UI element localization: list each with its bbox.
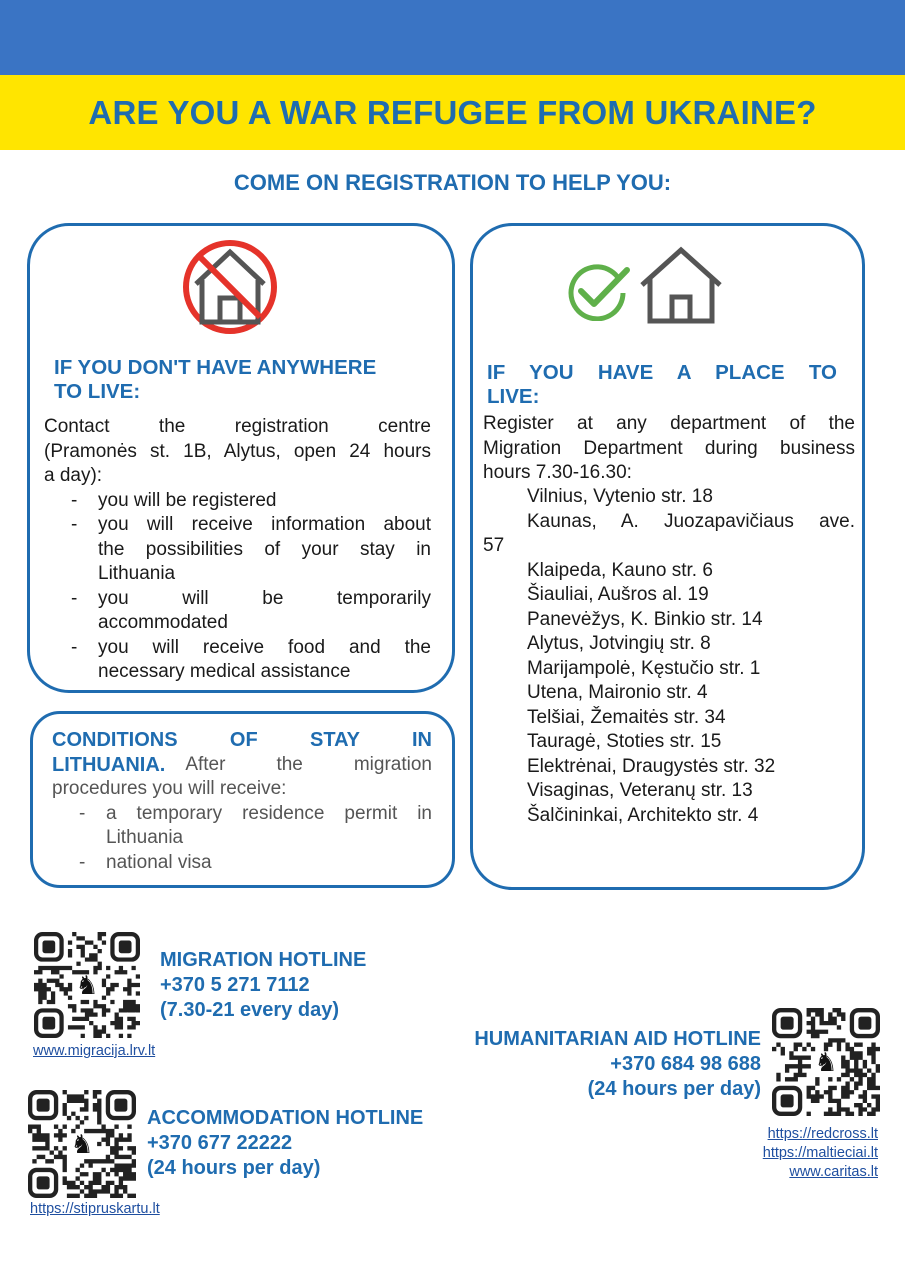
svg-text:♞: ♞	[75, 970, 99, 1000]
list-item: Panevėžys, K. Binkio str. 14	[527, 608, 763, 630]
maltieciai-link[interactable]: https://maltieciai.lt	[762, 1145, 878, 1161]
accommodation-link[interactable]: https://stipruskartu.lt	[30, 1201, 160, 1217]
list-item: - you will receive food and the necessary medical assistance	[44, 636, 431, 685]
caritas-link[interactable]: www.caritas.lt	[789, 1164, 878, 1180]
list-item: Šiauliai, Aušros al. 19	[527, 584, 709, 605]
has-place-intro: Register at any department of the Migration Department during business hours 7.30-16.30:	[483, 413, 855, 483]
list-item: Klaipeda, Kauno str. 6	[527, 559, 713, 581]
migration-hotline-phone: +370 5 271 7112	[160, 974, 310, 996]
migration-link[interactable]: www.migracija.lrv.lt	[33, 1043, 156, 1059]
list-item: - you will be temporarily accommodated	[44, 587, 431, 636]
humanitarian-hotline-title: HUMANITARIAN AID HOTLINE	[474, 1028, 761, 1050]
check-icon	[567, 263, 631, 321]
humanitarian-hotline	[474, 1027, 761, 1102]
list-item: - national visa	[52, 851, 432, 876]
has-place-heading: IF YOU HAVE A PLACE TO LIVE:	[487, 361, 837, 408]
page-subtitle: COME ON REGISTRATION TO HELP YOU:	[233, 170, 672, 195]
accommodation-hotline-phone: +370 677 22222	[147, 1132, 293, 1154]
address-list	[483, 485, 855, 828]
page-title: ARE YOU A WAR REFUGEE FROM UKRAINE?	[88, 93, 817, 131]
list-item: Elektrėnai, Draugystės str. 32	[527, 755, 776, 777]
list-item: Utena, Maironio str. 4	[527, 682, 708, 703]
list-item: - you will receive information about the possibilities of your stay in Lithuania	[44, 513, 431, 587]
accommodation-hotline-title: ACCOMMODATION HOTLINE	[147, 1107, 424, 1129]
list-item: Telšiai, Žemaitės str. 34	[527, 706, 726, 728]
no-house-icon	[180, 240, 282, 335]
humanitarian-hotline-hours: (24 hours per day)	[587, 1078, 761, 1100]
yellow-band	[0, 75, 905, 150]
list-item: Visaginas, Veteranų str. 13	[527, 780, 753, 801]
humanitarian-hotline-phone: +370 684 98 688	[610, 1053, 761, 1075]
list-item: Vilnius, Vytenio str. 18	[527, 486, 713, 507]
list-item: Alytus, Jotvingių str. 8	[527, 633, 711, 654]
humanitarian-qr-code[interactable]	[772, 1008, 880, 1116]
list-item: Šalčininkai, Architekto str. 4	[527, 804, 759, 826]
accommodation-hotline-hours: (24 hours per day)	[147, 1157, 321, 1179]
no-place-intro: Contact the registration centre (Pramonės st. 1B, Alytus, open 24 hours a day): - you will be registered - you will receive information about the possibilities of your stay in Lithuania - you will be temporarily accommodated - you will receive food and the necessary medical assistance	[44, 415, 431, 685]
accommodation-qr-code[interactable]	[28, 1090, 136, 1198]
blue-band	[0, 0, 905, 75]
migration-hotline-title: MIGRATION HOTLINE	[160, 949, 367, 971]
redcross-link[interactable]: https://redcross.lt	[767, 1126, 878, 1142]
list-item: - you will be registered	[44, 489, 431, 514]
conditions-text: CONDITIONS OF STAY IN LITHUANIA. After the migration procedures you will receive: - a temporary residence permit in Lithuania - national visa	[52, 728, 432, 875]
house-icon	[638, 245, 724, 325]
no-place-heading: IF YOU DON'T HAVE ANYWHERE TO LIVE:	[54, 356, 377, 403]
migration-hotline	[160, 948, 366, 1023]
accommodation-hotline	[147, 1106, 423, 1181]
no-place-list	[44, 489, 431, 685]
list-item: - a temporary residence permit in Lithuania	[52, 802, 432, 851]
list-item: Marijampolė, Kęstučio str. 1	[527, 657, 761, 679]
migration-qr-code[interactable]	[34, 932, 140, 1038]
svg-text:♞: ♞	[814, 1047, 838, 1077]
list-item: 57	[483, 535, 505, 556]
list-item: Kaunas, A. Juozapavičiaus ave.	[527, 510, 855, 532]
list-item: Tauragė, Stoties str. 15	[527, 731, 722, 752]
svg-text:♞: ♞	[70, 1129, 94, 1159]
conditions-list	[52, 802, 432, 876]
migration-hotline-hours: (7.30-21 every day)	[160, 999, 340, 1021]
